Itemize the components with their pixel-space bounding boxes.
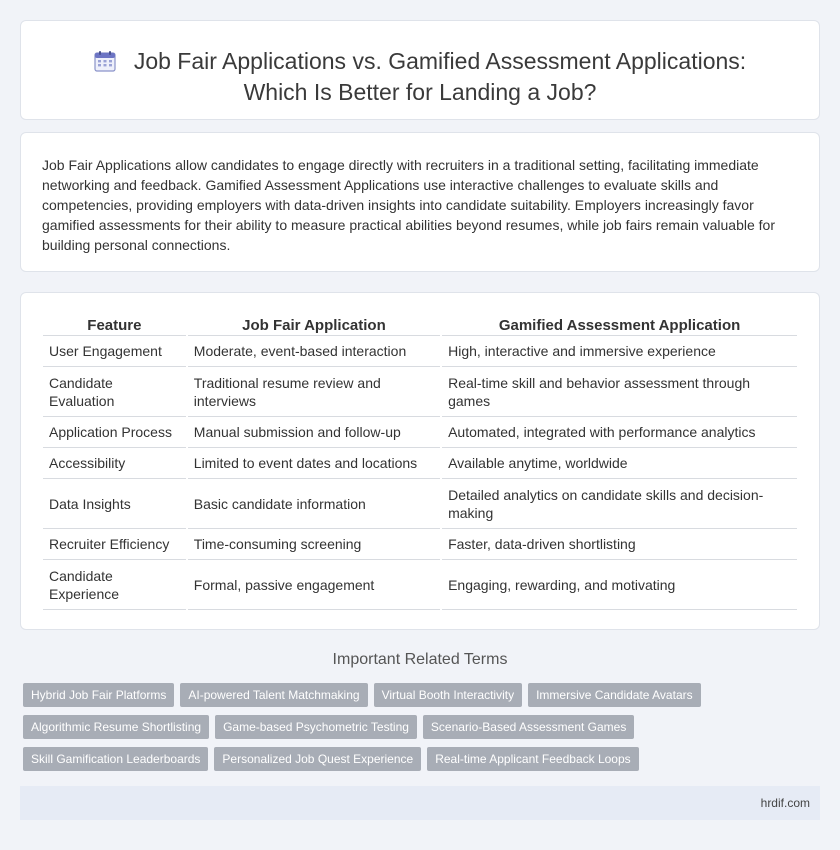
related-terms-list <box>23 683 803 771</box>
feature-cell: User Engagement <box>43 336 186 367</box>
header-feature: Feature <box>43 316 186 336</box>
related-term-tag[interactable]: Real-time Applicant Feedback Loops <box>427 747 638 771</box>
job-fair-cell: Moderate, event-based interaction <box>188 336 440 367</box>
job-fair-cell: Formal, passive engagement <box>188 560 440 610</box>
title-line-1: Job Fair Applications vs. Gamified Assessment Applications: <box>133 48 747 74</box>
related-term-tag[interactable]: Scenario-Based Assessment Games <box>423 715 634 739</box>
related-term-tag[interactable]: Virtual Booth Interactivity <box>374 683 523 707</box>
header-job-fair: Job Fair Application <box>188 316 440 336</box>
table-row <box>43 529 797 560</box>
job-fair-cell: Traditional resume review and interviews <box>188 367 440 417</box>
feature-cell: Application Process <box>43 417 186 448</box>
summary-text: Job Fair Applications allow candidates to engage directly with recruiters in a traditional setting, facilitating immediate networking and feedback. Gamified Assessment Applications use interactive challenges to evaluate skills and competencies, providing employers with data-driven insights into candidate suitability. Employers increasingly favor gamified assessments for their ability to measure practical abilities beyond resumes, while job fairs remain valuable for building personal connections. <box>42 157 775 253</box>
gamified-cell: High, interactive and immersive experience <box>442 336 797 367</box>
gamified-cell: Available anytime, worldwide <box>442 448 797 479</box>
job-fair-cell: Time-consuming screening <box>188 529 440 560</box>
feature-cell: Recruiter Efficiency <box>43 529 186 560</box>
feature-cell: Candidate Evaluation <box>43 367 186 417</box>
job-fair-cell: Manual submission and follow-up <box>188 417 440 448</box>
table-row <box>43 417 797 448</box>
feature-cell: Data Insights <box>43 479 186 529</box>
related-term-tag[interactable]: Algorithmic Resume Shortlisting <box>23 715 209 739</box>
table-row <box>43 367 797 417</box>
calendar-icon <box>94 50 116 72</box>
gamified-cell: Automated, integrated with performance analytics <box>442 417 797 448</box>
table-row <box>43 560 797 610</box>
feature-cell: Candidate Experience <box>43 560 186 610</box>
title-line-2: Which Is Better for Landing a Job? <box>243 79 597 105</box>
header-gamified: Gamified Assessment Application <box>442 316 797 336</box>
site-link[interactable]: hrdif.com <box>760 796 810 810</box>
title-card <box>20 20 820 120</box>
gamified-cell: Detailed analytics on candidate skills and decision-making <box>442 479 797 529</box>
related-term-tag[interactable]: Skill Gamification Leaderboards <box>23 747 208 771</box>
gamified-cell: Engaging, rewarding, and motivating <box>442 560 797 610</box>
related-term-tag[interactable]: Hybrid Job Fair Platforms <box>23 683 174 707</box>
table-header-row <box>43 316 797 336</box>
related-terms-title: Important Related Terms <box>332 651 508 668</box>
related-term-tag[interactable]: Game-based Psychometric Testing <box>215 715 417 739</box>
job-fair-cell: Basic candidate information <box>188 479 440 529</box>
job-fair-cell: Limited to event dates and locations <box>188 448 440 479</box>
feature-cell: Accessibility <box>43 448 186 479</box>
footer <box>20 786 820 820</box>
table-row <box>43 479 797 529</box>
gamified-cell: Faster, data-driven shortlisting <box>442 529 797 560</box>
related-term-tag[interactable]: AI-powered Talent Matchmaking <box>180 683 367 707</box>
comparison-card <box>20 292 820 630</box>
page-title <box>21 46 819 108</box>
table-row <box>43 336 797 367</box>
summary-card <box>20 132 820 272</box>
comparison-table <box>41 316 799 610</box>
table-row <box>43 448 797 479</box>
related-term-tag[interactable]: Immersive Candidate Avatars <box>528 683 701 707</box>
gamified-cell: Real-time skill and behavior assessment through games <box>442 367 797 417</box>
related-term-tag[interactable]: Personalized Job Quest Experience <box>214 747 421 771</box>
